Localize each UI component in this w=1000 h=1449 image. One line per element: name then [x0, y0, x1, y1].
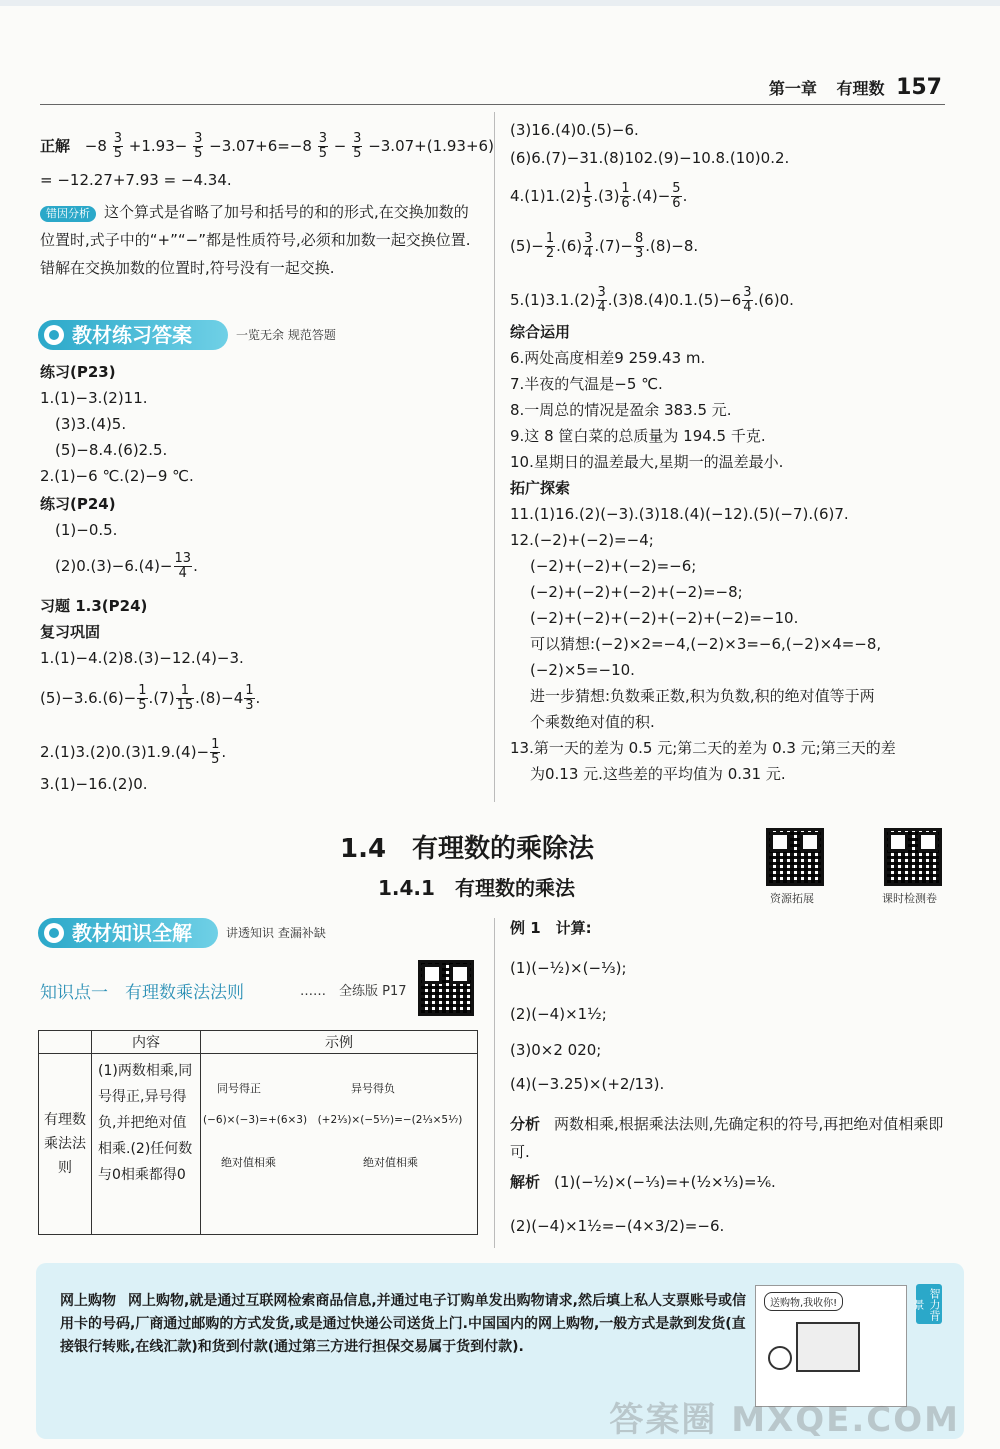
example-solution-2: (2)(−4)×1½=−(4×3/2)=−6. [510, 1217, 725, 1235]
header-rule [40, 104, 945, 105]
knowledge-banner: 教材知识全解 [38, 918, 218, 948]
person-drawing [768, 1346, 792, 1370]
banner-icon [44, 923, 64, 943]
diff-sign-label: 异号得负 [351, 1082, 395, 1095]
answer-line: 13.第一天的差为 0.5 元;第二天的差为 0.3 元;第三天的差 [510, 739, 896, 757]
th-content: 内容 [92, 1031, 201, 1054]
subsection-title: 1.4.1 有理数的乘法 [378, 876, 575, 900]
example-title: 例 1 计算: [510, 919, 592, 937]
cartoon-illustration [755, 1285, 907, 1407]
practice-p23: 练习(P23) [40, 363, 116, 381]
answer-line: 10.星期日的温差最大,星期一的温差最小. [510, 453, 784, 471]
watermark: 答案圈 MXQE.COM [609, 1400, 960, 1440]
topic-label: 有理数 [836, 79, 885, 98]
answer-line: (−2)×5=−10. [530, 661, 635, 679]
example-q2: (2)(−4)×1½; [510, 1005, 607, 1023]
banner-subtitle: 一览无余 规范答题 [236, 328, 336, 342]
example-expression: (−6)×(−3)=+(6×3) (+2⅓)×(−5⅐)=−(2⅓×5⅐) [203, 1114, 463, 1126]
answer-line: 5.(1)3.1.(2) $\frac{3}{4}$ .(3)8.(4)0.1.(5)−6 $\frac{3}{4}$ .(6)0. [510, 285, 794, 315]
answer-line: 11.(1)16.(2)(−3).(3)18.(4)(−12).(5)(−7).(6)7. [510, 505, 849, 523]
top-edge [0, 0, 1000, 6]
error-analysis: 错因分析 这个算式是省略了加号和括号的和的形式,在交换加数的位置时,式子中的“+”“−”都是性质符号,必须和加数一起交换位置.错解在交换加数的位置时,符号没有一起交换. [40, 203, 471, 277]
exercise-answers-banner: 教材练习答案 [38, 320, 228, 350]
answer-line: (3)16.(4)0.(5)−6. [510, 121, 639, 139]
computer-drawing [796, 1322, 860, 1372]
table-corner [39, 1031, 92, 1054]
knowledge-table [38, 1030, 478, 1235]
qr-code-quiz[interactable] [884, 828, 942, 886]
example-cell [201, 1054, 478, 1235]
answer-line: 1.(1)−3.(2)11. [40, 389, 148, 407]
example-solution-1: 解析 (1)(−½)×(−⅓)=+(½×⅓)=⅙. [510, 1173, 776, 1191]
section-title: 1.4 有理数的乘除法 [340, 834, 595, 864]
example-q1: (1)(−½)×(−⅓); [510, 959, 627, 977]
answer-line: (5)−3.6.(6)− $\frac{1}{5}$ .(7) $\frac{1}{15}$ .(8)−4 $\frac{1}{3}$ . [40, 683, 261, 713]
answer-line: 3.(1)−16.(2)0. [40, 775, 148, 793]
qr-code-resources[interactable] [766, 828, 824, 886]
answer-line: 2.(1)3.(2)0.(3)1.9.(4)− $\frac{1}{5}$ . [40, 737, 227, 767]
qr-code-knowledge[interactable] [418, 960, 474, 1016]
answer-line: 个乘数绝对值的积. [530, 713, 655, 731]
answer-line: (1)−0.5. [55, 521, 118, 539]
answer-line: (−2)+(−2)+(−2)+(−2)=−8; [530, 583, 743, 601]
answer-line: 可以猜想:(−2)×2=−4,(−2)×3=−6,(−2)×4=−8, [530, 635, 882, 653]
qr-label-quiz: 课时检测卷 [882, 892, 937, 905]
answer-line: (5)− $\frac{1}{2}$ .(6) $\frac{3}{4}$ .(7)− $\frac{8}{3}$ .(8)−8. [510, 231, 699, 261]
banner-icon [44, 325, 64, 345]
practice-p24: 练习(P24) [40, 495, 116, 513]
answer-line: 6.两处高度相差9 259.43 m. [510, 349, 706, 367]
example-analysis: 分析 两数相乘,根据乘法法则,先确定积的符号,再把绝对值相乘即可. [510, 1115, 944, 1161]
knowledge-point-ref: …… 全练版 P17 [300, 984, 407, 999]
comprehensive-heading: 综合运用 [510, 323, 571, 341]
qr-label-resources: 资源拓展 [770, 892, 814, 905]
column-divider [494, 112, 495, 802]
answer-line: (5)−8.4.(6)2.5. [55, 441, 168, 459]
answer-line: 为0.13 元.这些差的平均值为 0.31 元. [530, 765, 786, 783]
example-q4: (4)(−3.25)×(+2/13). [510, 1075, 665, 1093]
answer-line: 4.(1)1.(2) $\frac{1}{5}$ .(3) $\frac{1}{6}$ .(4)− $\frac{5}{6}$ . [510, 181, 688, 211]
cartoon-speech-bubble: 送购物,我收你! [764, 1292, 843, 1311]
knowledge-point-title: 知识点一 有理数乘法法则 [40, 983, 244, 1003]
knowledge-banner-subtitle: 讲透知识 查漏补缺 [226, 926, 326, 940]
page-header [769, 75, 942, 100]
tip-text: 网上购物 网上购物,就是通过互联网检索商品信息,并通过电子订购单发出购物请求,然后填上私人支票账号或信用卡的号码,厂商通过邮购的方式发货,或是通过快递公司送货上门.中国国内的网上购物,一般方式是款到发货(直接银行转账,在线汇款)和货到付款(通过第三方进行担保交易属于货到付款). [60, 1293, 746, 1355]
answer-line: 进一步猜想:负数乘正数,积为负数,积的绝对值等于两 [530, 687, 875, 705]
answer-line: (3)3.(4)5. [55, 415, 127, 433]
chapter-label: 第一章 [768, 79, 817, 98]
tip-title: 网上购物 [60, 1293, 116, 1309]
review-heading: 复习巩固 [40, 623, 101, 641]
th-example: 示例 [201, 1031, 478, 1054]
answer-line: (6)6.(7)−31.(8)102.(9)−10.8.(10)0.2. [510, 149, 790, 167]
answer-line: (−2)+(−2)+(−2)=−6; [530, 557, 697, 575]
side-tab: 智力背景 [916, 1284, 942, 1324]
answer-line: 8.一周总的情况是盈余 383.5 元. [510, 401, 732, 419]
answer-line: (2)0.(3)−6.(4)− $\frac{13}{4}$ . [55, 551, 198, 581]
same-sign-label: 同号得正 [217, 1082, 261, 1095]
extension-heading: 拓广探索 [510, 479, 571, 497]
abs-label-2: 绝对值相乘 [363, 1156, 418, 1169]
exercise-1-3: 习题 1.3(P24) [40, 597, 148, 615]
rule-text: (1)两数相乘,同号得正,异号得负,并把绝对值相乘.(2)任何数与0相乘都得0 [92, 1054, 201, 1235]
answer-line: 7.半夜的气温是−5 ℃. [510, 375, 663, 393]
answer-line: 9.这 8 筐白菜的总质量为 194.5 千克. [510, 427, 766, 445]
error-badge: 错因分析 [40, 206, 96, 222]
page-number: 157 [896, 75, 942, 100]
row-label: 有理数乘法法则 [39, 1054, 92, 1235]
answer-line: (−2)+(−2)+(−2)+(−2)+(−2)=−10. [530, 609, 799, 627]
answer-line: 2.(1)−6 ℃.(2)−9 ℃. [40, 467, 194, 485]
correct-result: = −12.27+7.93 = −4.34. [40, 171, 232, 189]
answer-line: 1.(1)−4.(2)8.(3)−12.(4)−3. [40, 649, 244, 667]
correct-solution-line: 正解 −8 $\frac{3}{5}$ +1.93− $\frac{3}{5}$ −3.07+6=−8 $\frac{3}{5}$ − $\frac{3}{5}$ −3.07+(1.93+6) [40, 131, 494, 161]
example-q3: (3)0×2 020; [510, 1041, 602, 1059]
answer-line: 12.(−2)+(−2)=−4; [510, 531, 654, 549]
abs-label-1: 绝对值相乘 [221, 1156, 276, 1169]
column-divider-lower [494, 918, 495, 1248]
